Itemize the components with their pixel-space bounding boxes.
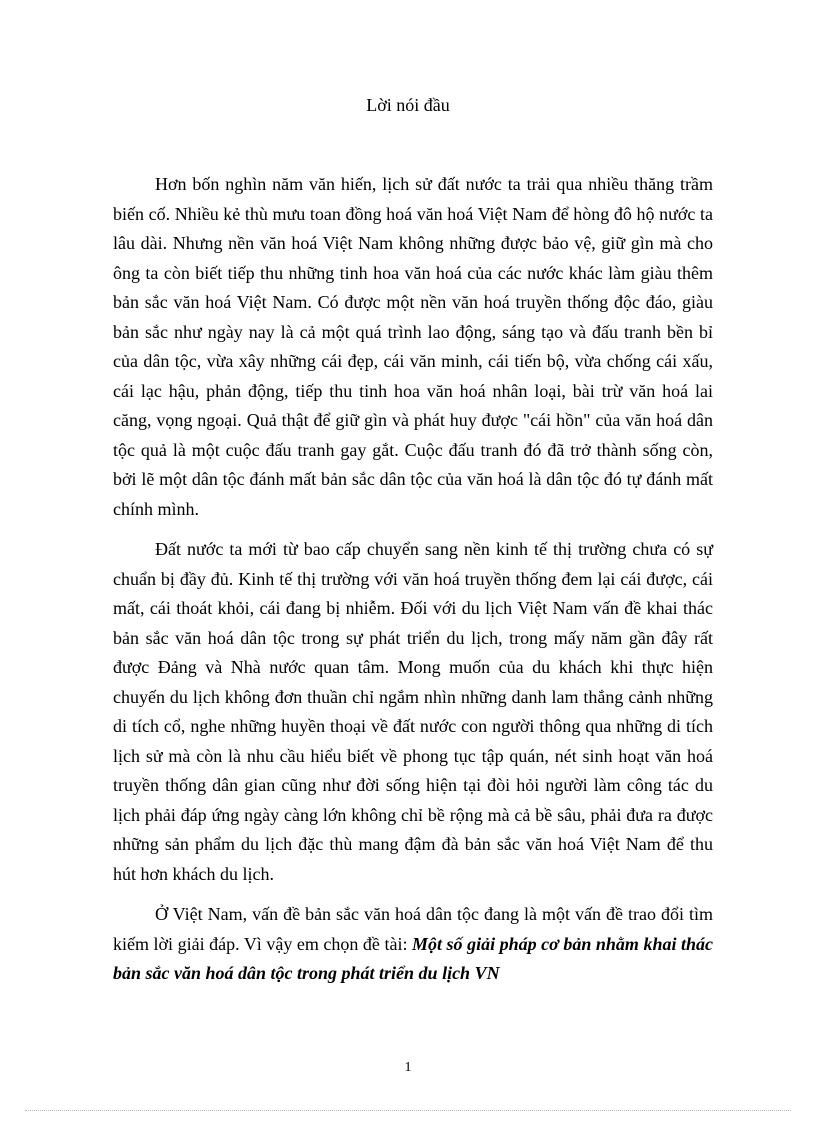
document-body [113,170,713,1000]
paragraph-2: Đất nước ta mới từ bao cấp chuyển sang nền kinh tế thị trường chưa có sự chuẩn bị đầy đủ. Kinh tế thị trường với văn hoá truyền thống đem lại cái được, cái mất, cái thoát khỏi, cái đang bị nhiễm. Đối với du lịch Việt Nam vấn đề khai thác bản sắc văn hoá dân tộc trong sự phát triển du lịch, trong mấy năm gần đây rất được Đảng và Nhà nước quan tâm. Mong muốn của du khách khi thực hiện chuyến du lịch không đơn thuần chỉ ngắm nhìn những danh lam thắng cảnh những di tích cổ, nghe những huyền thoại về đất nước con người thông qua những di tích lịch sử mà còn là nhu cầu hiểu biết về phong tục tập quán, nét sinh hoạt văn hoá truyền thống dân gian cũng như đời sống hiện tại đòi hỏi người làm công tác du lịch phải đáp ứng ngày càng lớn không chỉ bề rộng mà cả bề sâu, phải đưa ra được những sản phẩm du lịch đặc thù mang đậm đà bản sắc văn hoá Việt Nam để thu hút hơn khách du lịch. [113,539,713,884]
page-number: 1 [404,1060,412,1075]
page-bottom-divider [25,1110,791,1111]
paragraph-3-text: Ở Việt Nam, vấn đề bản sắc văn hoá dân tộc đang là một vấn đề trao đổi tìm kiếm lời giải đáp. Vì vậy em chọn đề tài: [113,904,713,954]
page-title: Lời nói đầu [366,95,450,115]
thesis-topic: Một số giải pháp cơ bản nhằm khai thác bản sắc văn hoá dân tộc trong phát triển du lịch VN [113,933,713,983]
paragraph-1: Hơn bốn nghìn năm văn hiến, lịch sử đất nước ta trải qua nhiều thăng trầm biến cố. Nhiều kẻ thù mưu toan đồng hoá văn hoá Việt Nam để hòng đô hộ nước ta lâu dài. Nhưng nền văn hoá Việt Nam không những được bảo vệ, giữ gìn mà cho ông ta còn biết tiếp thu những tinh hoa văn hoá của các nước khác làm giàu thêm bản sắc văn hoá Việt Nam. Có được một nền văn hoá truyền thống độc đáo, giàu bản sắc như ngày nay là cả một quá trình lao động, sáng tạo và đấu tranh bền bỉ của dân tộc, vừa xây những cái đẹp, cái văn minh, cái tiến bộ, vừa chống cái xấu, cái lạc hậu, phản động, tiếp thu tinh hoa văn hoá nhân loại, bài trừ văn hoá lai căng, vọng ngoại. Quả thật để giữ gìn và phát huy được "cái hồn" của văn hoá dân tộc quả là một cuộc đấu tranh gay gắt. Cuộc đấu tranh đó đã trở thành sống còn, bởi lẽ một dân tộc đánh mất bản sắc dân tộc của văn hoá là dân tộc đó tự đánh mất chính mình. [113,174,713,519]
paragraph-3 [113,900,713,989]
